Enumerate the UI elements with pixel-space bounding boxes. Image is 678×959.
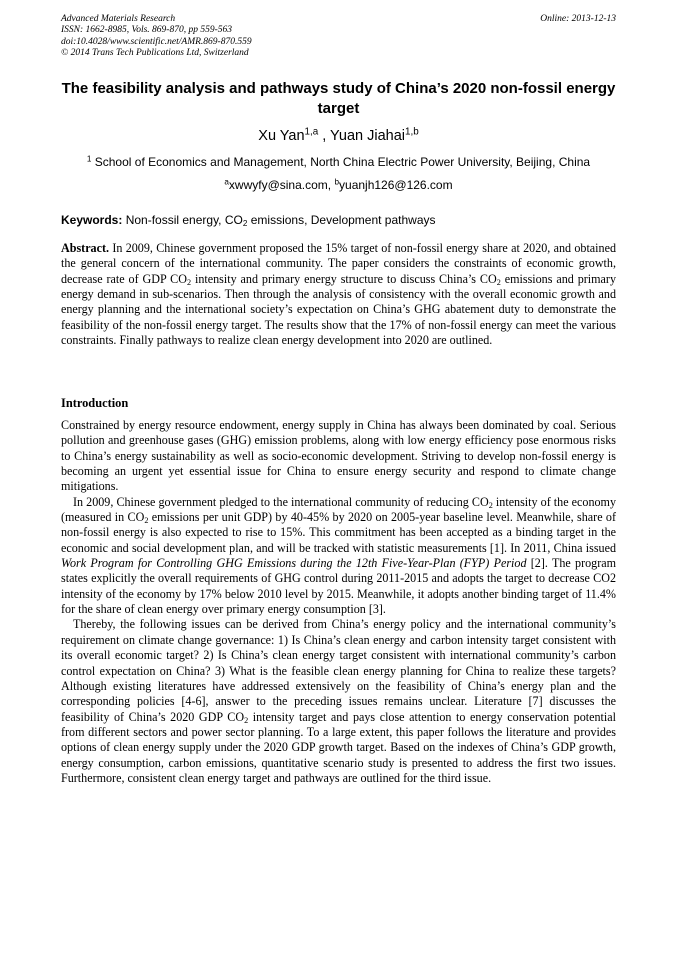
doi-line: doi:10.4028/www.scientific.net/AMR.869-870.559 [61,36,252,47]
author-affiliation-mark: 1,a [304,126,319,138]
online-date: Online: 2013-12-13 [540,14,616,24]
subscript: 2 [244,715,249,725]
abstract [61,241,616,348]
paragraph [61,495,616,618]
affiliation [61,154,616,170]
introduction-body [61,418,616,786]
abstract-text: intensity and primary energy structure to discuss China’s CO [191,271,497,286]
abstract-text: emissions and primary energy demand in sub-scenarios. Then through the analysis of consistency with the overall economic growth and energy planning and the international society’s expectation on China’s GHG abatement duty to demonstrate the feasibility of the non-fossil energy target. The results show that the 17% of non-fossil energy can meet the various constraints. Finally pathways to realize clean energy development into 2020 are outlined. [61,271,616,348]
abstract-text: In 2009, Chinese government proposed the 15% target of non-fossil energy share at 2020, and obtained the general concern of the international community. The paper considers the constraints of economic growth, decrease rate of GDP CO [61,241,616,286]
paragraph-text: In 2009, Chinese government pledged to the international community of reducing CO [73,494,489,509]
subscript: 2 [496,277,501,287]
keywords-text: Non-fossil energy, CO [122,213,243,227]
email-line [61,177,616,193]
issn-line: ISSN: 1662-8985, Vols. 869-870, pp 559-563 [61,25,232,36]
subscript: 2 [186,277,192,287]
copyright-line: © 2014 Trans Tech Publications Ltd, Switzerland [61,47,249,58]
journal-name: Advanced Materials Research [61,14,176,24]
paragraph-text: intensity of the economy (measured in CO [61,494,616,525]
paragraph-text: Thereby, the following issues can be derived from China’s energy policy and the international community’s requirement on climate change governance: 1) Is China’s clean energy and carbon intensity target consistent with its overall economic target? 2) Is China’s clean energy target consistent with international community’s carbon control expectation on China? 3) What is the feasible clean energy planning for China to realize these targets? Although existing literatures have addressed extensively on the feasibility of China’s energy plan and the corresponding policies [4-6], answer to the preceding issues remains unclear. Literature [7] discusses the feasibility of China’s 2020 GDP CO [61,617,616,724]
keywords-text: emissions, Development pathways [247,213,436,227]
abstract-label: Abstract. [61,241,110,255]
journal-header [61,14,616,59]
email-address: yuanjh126@126.com [339,178,453,192]
affiliation-mark: 1 [86,154,92,164]
subscript: 2 [242,219,248,229]
email-address: xwwyfy@sina.com, [228,178,335,192]
paragraph: Constrained by energy resource endowment, energy supply in China has always been dominated by coal. Serious pollution and greenhouse gases (GHG) emission problems, along with low energy efficiency pose enormous risks to China’s energy sustainability as well as socio-economic development. Striving to develop non-fossil energy is becoming an urgent yet essential issue for China to ensure energy security and respond to climate change mitigations. [61,418,616,494]
cited-document-title: Work Program for Controlling GHG Emissions during the 12th Five-Year-Plan (FYP) Period [61,556,527,571]
subscript: 2 [144,516,149,526]
paragraph [61,617,616,786]
paper-title: The feasibility analysis and pathways study of China’s 2020 non-fossil energy target [61,80,616,117]
keywords-label: Keywords: [61,213,123,227]
author-name: Yuan Jiahai [330,128,406,144]
affiliation-text: School of Economics and Management, North China Electric Power University, Beijing, China [91,155,591,169]
author-line [61,127,616,145]
email-mark: b [334,177,340,187]
paragraph-text: intensity target and pays close attention to energy conservation potential from different sectors and power sector planning. To a large extent, this paper follows the literature and provides options of clean energy supply under the 2020 GDP growth target. Based on the indexes of China’s GDP growth, energy consumption, carbon emissions, quantitative scenario study is presented to address the first two issues. Furthermore, consistent clean energy target and pathways are outlined for the third issue. [61,709,616,785]
keywords [61,212,616,228]
subscript: 2 [488,500,493,510]
paragraph-text: [2]. The program states explicitly the overall requirements of GHG control during 2011-2015 and adopts the target to decrease CO2 intensity of the economy by 17% below 2010 level by 2015. Meanwhile, it adopts another binding target of 11.4% for the share of clean energy over primary energy consumption [3]. [61,556,617,617]
author-affiliation-mark: 1,b [405,126,419,138]
abstract-paragraph [61,241,616,348]
author-name: Xu Yan [258,128,305,144]
email-mark: a [224,177,229,187]
section-heading: Introduction [61,396,129,410]
author-separator: , [318,128,331,144]
paragraph-text: emissions per unit GDP) by 40-45% by 2020 on 2005-year baseline level. Meanwhile, share of non-fossil energy is also expected to rise to 15%. This commitment has been accepted as a binding target in the economic and social development plan, and will be tracked with statistic measurements [1]. In 2011, China issued [61,510,616,555]
